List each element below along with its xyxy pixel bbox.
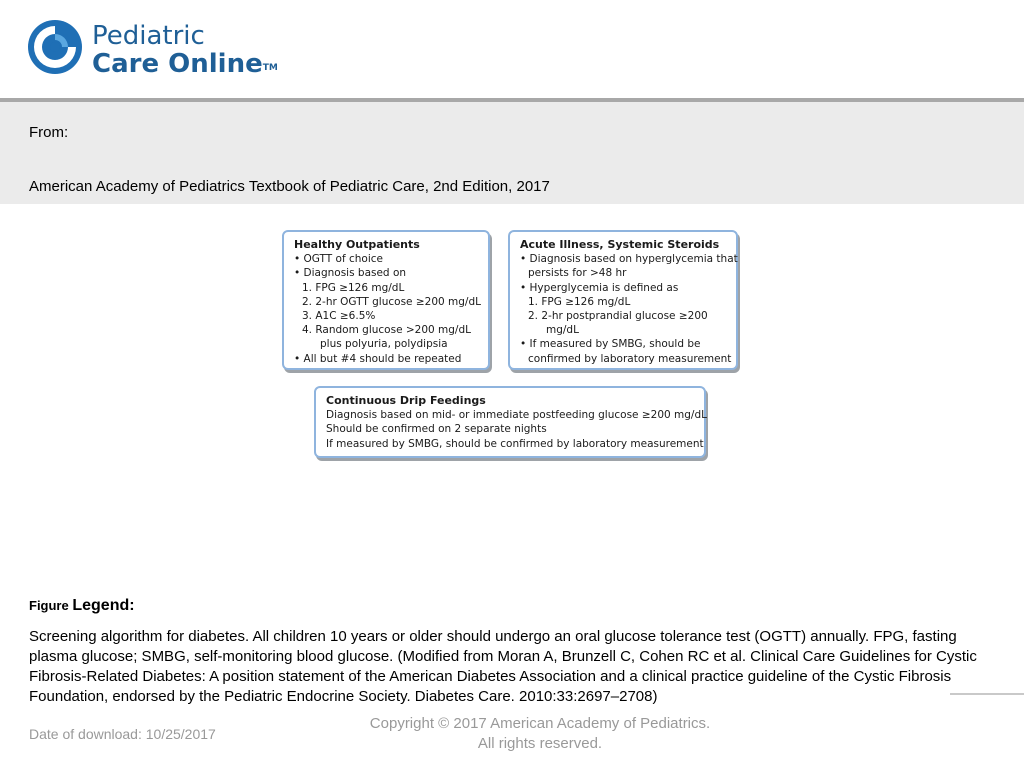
figure-legend-text: Screening algorithm for diabetes. All children 10 years or older should undergo an oral glucose tolerance test (OGTT) annually. FPG, fasting plasma glucose; SMBG, self-monitoring blood glucose. (Modified from Moran A, Brunzell C, Cohen RC et al. Clinical Care Guidelines for Cystic Fibrosis-Related Diabetes: A position statement of the American Diabetes Association and a clinical practice guideline of the Cystic Fibrosis Foundation, endorsed by the Pediatric Endocrine Society. Diabetes Care. 2010:33:2697–2708) (29, 628, 977, 705)
box-title: Healthy Outpatients (294, 238, 420, 251)
box-line: • Diagnosis based on hyperglycemia that (520, 253, 738, 266)
from-label: From: (29, 124, 69, 141)
logo-line-2 (92, 50, 278, 78)
copyright-line-1: Copyright © 2017 American Academy of Pediatrics. (369, 715, 711, 732)
box-line: persists for >48 hr (528, 267, 627, 280)
box-line: • If measured by SMBG, should be (520, 338, 701, 351)
box-line: • Hyperglycemia is defined as (520, 281, 679, 294)
box-line: 1. FPG ≥126 mg/dL (302, 281, 405, 294)
healthy-outpatients-box (282, 230, 490, 370)
box-line: 1. FPG ≥126 mg/dL (528, 295, 631, 308)
box-line: mg/dL (546, 324, 579, 337)
diabetes-screening-figure (280, 226, 744, 462)
box-line: • All but #4 should be repeated (294, 352, 462, 365)
trademark: TM (262, 63, 278, 73)
logo-line-1: Pediatric (92, 21, 205, 51)
box-line: Diagnosis based on mid- or immediate postfeeding glucose ≥200 mg/dL (326, 409, 707, 422)
box-line: • OGTT of choice (294, 253, 383, 266)
continuous-drip-box (314, 386, 706, 458)
box-title: Continuous Drip Feedings (326, 394, 486, 407)
copyright (340, 714, 740, 754)
box-line: If measured by SMBG, should be confirmed by laboratory measurement (326, 437, 704, 450)
box-line: confirmed by laboratory measurement (528, 352, 732, 365)
box-line: 2. 2-hr postprandial glucose ≥200 (528, 310, 708, 323)
logo-wordmark (92, 22, 278, 78)
footer-divider (950, 693, 1024, 695)
source-band (0, 102, 1024, 204)
legend-heading-text: Legend: (72, 597, 135, 614)
source-title: American Academy of Pediatrics Textbook of Pediatric Care, 2nd Edition, 2017 (29, 178, 550, 195)
acute-illness-box (508, 230, 738, 370)
legend-prefix: Figure (29, 598, 73, 613)
box-line: plus polyuria, polydipsia (320, 338, 448, 351)
figure-legend-heading (29, 597, 135, 615)
logo-line-2-text: Care Online (92, 49, 263, 79)
box-line: • Diagnosis based on (294, 267, 407, 280)
swirl-logo-icon (26, 18, 84, 76)
copyright-line-2: All rights reserved. (477, 735, 603, 752)
download-date: Date of download: 10/25/2017 (29, 726, 216, 742)
box-line: 2. 2-hr OGTT glucose ≥200 mg/dL (302, 295, 481, 308)
box-line: Should be confirmed on 2 separate nights (326, 423, 547, 436)
box-title: Acute Illness, Systemic Steroids (520, 238, 720, 251)
box-line: 4. Random glucose >200 mg/dL (302, 324, 471, 337)
box-line: 3. A1C ≥6.5% (302, 310, 376, 323)
